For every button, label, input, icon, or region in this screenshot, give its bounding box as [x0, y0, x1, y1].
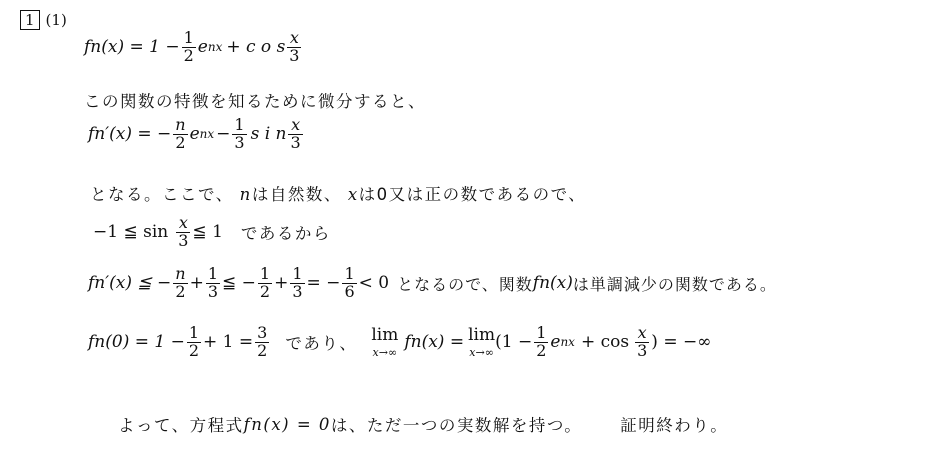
- exp-base: e: [197, 37, 208, 58]
- frac-den: 3: [289, 45, 300, 65]
- exp-base: e: [550, 332, 561, 353]
- fraction-x-third: [288, 117, 302, 152]
- problem-header: [20, 10, 67, 30]
- cos-word: + cos: [580, 332, 630, 353]
- frac-num: 1: [234, 115, 245, 134]
- eq-mid: + 1 =: [203, 332, 254, 353]
- problem-number-box: 1: [20, 10, 40, 30]
- eq-mid: fn(x) =: [404, 332, 465, 353]
- limit-operator: [371, 325, 398, 359]
- frac-num: 1: [344, 264, 355, 283]
- fraction-n-half: [173, 117, 187, 152]
- var-x: x: [347, 185, 359, 204]
- fraction-one-half: [182, 30, 196, 65]
- paren-open: (1 −: [495, 332, 533, 353]
- range-left: −1 ≦ sin: [93, 222, 169, 243]
- op-plus: +: [189, 273, 204, 294]
- text-part: は、ただ一つの実数解を持つ。: [330, 416, 583, 435]
- text-part: よって、方程式: [118, 416, 244, 435]
- fraction-one-half: [258, 266, 272, 301]
- equation-derivative: fn′(x) = − $\frac{n}{2}$ e nx − $\frac{1}{3}$ s i n $\frac{x}{3}$: [88, 115, 301, 152]
- frac-den: 2: [175, 132, 186, 152]
- text-part: は0又は正の数であるので、: [358, 185, 587, 204]
- frac-den: 3: [292, 281, 303, 301]
- text-natural-number: [90, 181, 586, 205]
- fraction-one-third: [206, 266, 220, 301]
- eq-mid: −: [216, 124, 231, 145]
- frac-num: 1: [292, 264, 303, 283]
- proof-end: 証明終わり。: [620, 416, 729, 435]
- text-part: は単調減少の関数である。: [572, 274, 777, 294]
- frac-den: 2: [257, 340, 268, 360]
- text-part: となる。ここで、: [90, 185, 234, 204]
- frac-den: 2: [536, 340, 547, 360]
- text-part: は自然数、: [251, 185, 342, 204]
- fraction-x-third: [287, 30, 301, 65]
- equation-fn-zero: fn(x) = 0: [243, 414, 331, 434]
- frac-den: 2: [259, 281, 271, 301]
- op-le: ≦ −: [222, 273, 256, 294]
- op-plus: +: [274, 273, 289, 294]
- paren-close: ) = −∞: [651, 332, 712, 353]
- lim-word: lim: [371, 325, 399, 346]
- range-right: ≦ 1: [192, 222, 223, 243]
- frac-num: x: [291, 115, 301, 134]
- text-differentiate: この関数の特徴を知るために微分すると、: [84, 92, 426, 111]
- frac-den: 6: [344, 281, 355, 301]
- eq-lhs: fn(x) = 1 −: [84, 37, 180, 58]
- frac-den: 3: [207, 281, 218, 301]
- frac-num: x: [289, 28, 299, 47]
- fraction-one-third: [290, 266, 304, 301]
- eq-lhs: fn(0) = 1 −: [88, 332, 185, 353]
- frac-num: 1: [183, 28, 194, 47]
- func-fn: fn(x): [532, 273, 573, 294]
- equation-sin-range: [93, 215, 331, 250]
- op-lt: < 0: [358, 273, 390, 294]
- frac-den: 2: [188, 340, 200, 360]
- range-tail: であるから: [240, 224, 331, 244]
- frac-den: 3: [234, 132, 245, 152]
- exp-base: e: [189, 124, 200, 145]
- frac-den: 3: [290, 132, 301, 152]
- fraction-one-half: [534, 325, 548, 360]
- text-part: であり、: [285, 334, 358, 354]
- op-eq: = −: [306, 273, 341, 294]
- part-label: (1): [45, 11, 67, 29]
- fraction-n-half: [173, 266, 187, 301]
- frac-den: 3: [637, 340, 648, 360]
- lim-sub: x→∞: [372, 346, 398, 360]
- frac-den: 3: [178, 230, 189, 250]
- frac-num: x: [637, 323, 647, 342]
- limit-operator: [468, 325, 495, 359]
- equation-values-limit: fn(0) = 1 − $\frac{1}{2}$ + 1 = $\frac{3}{2}$ であり、 lim x→∞ fn(x) = lim x→∞ (1 − $\frac{1}{2}$ e nx + cos $\frac{x}{3}$ ) = −∞: [88, 323, 712, 360]
- fraction-x-third: [176, 215, 190, 250]
- frac-num: n: [175, 115, 186, 134]
- frac-num: 1: [536, 323, 547, 342]
- frac-num: 3: [257, 323, 268, 342]
- equation-definition: fn(x) = 1 − $\frac{1}{2}$ e nx + c o s $\frac{x}{3}$: [84, 28, 300, 65]
- frac-num: 1: [259, 264, 271, 283]
- fraction-three-halves: [255, 325, 269, 360]
- frac-num: n: [175, 264, 186, 283]
- eq-lhs: fn′(x) ≦ −: [88, 273, 172, 294]
- eq-mid: + c o s: [226, 37, 286, 58]
- frac-num: x: [178, 213, 188, 232]
- frac-num: 1: [207, 264, 218, 283]
- var-n: n: [239, 185, 252, 204]
- lim-word: lim: [468, 325, 496, 346]
- frac-num: 1: [188, 323, 200, 342]
- conclusion-line: [118, 412, 728, 436]
- fraction-one-sixth: [342, 266, 356, 301]
- equation-inequality: [88, 266, 777, 301]
- eq-lhs: fn′(x) = −: [88, 124, 172, 145]
- frac-den: 2: [175, 281, 186, 301]
- fraction-x-third: [635, 325, 649, 360]
- frac-den: 2: [183, 45, 194, 65]
- fraction-one-third: [232, 117, 246, 152]
- text-part: となるので、関数: [397, 274, 533, 294]
- fraction-one-half: [187, 325, 201, 360]
- sin-word: s i n: [250, 124, 287, 145]
- lim-sub: x→∞: [469, 346, 494, 360]
